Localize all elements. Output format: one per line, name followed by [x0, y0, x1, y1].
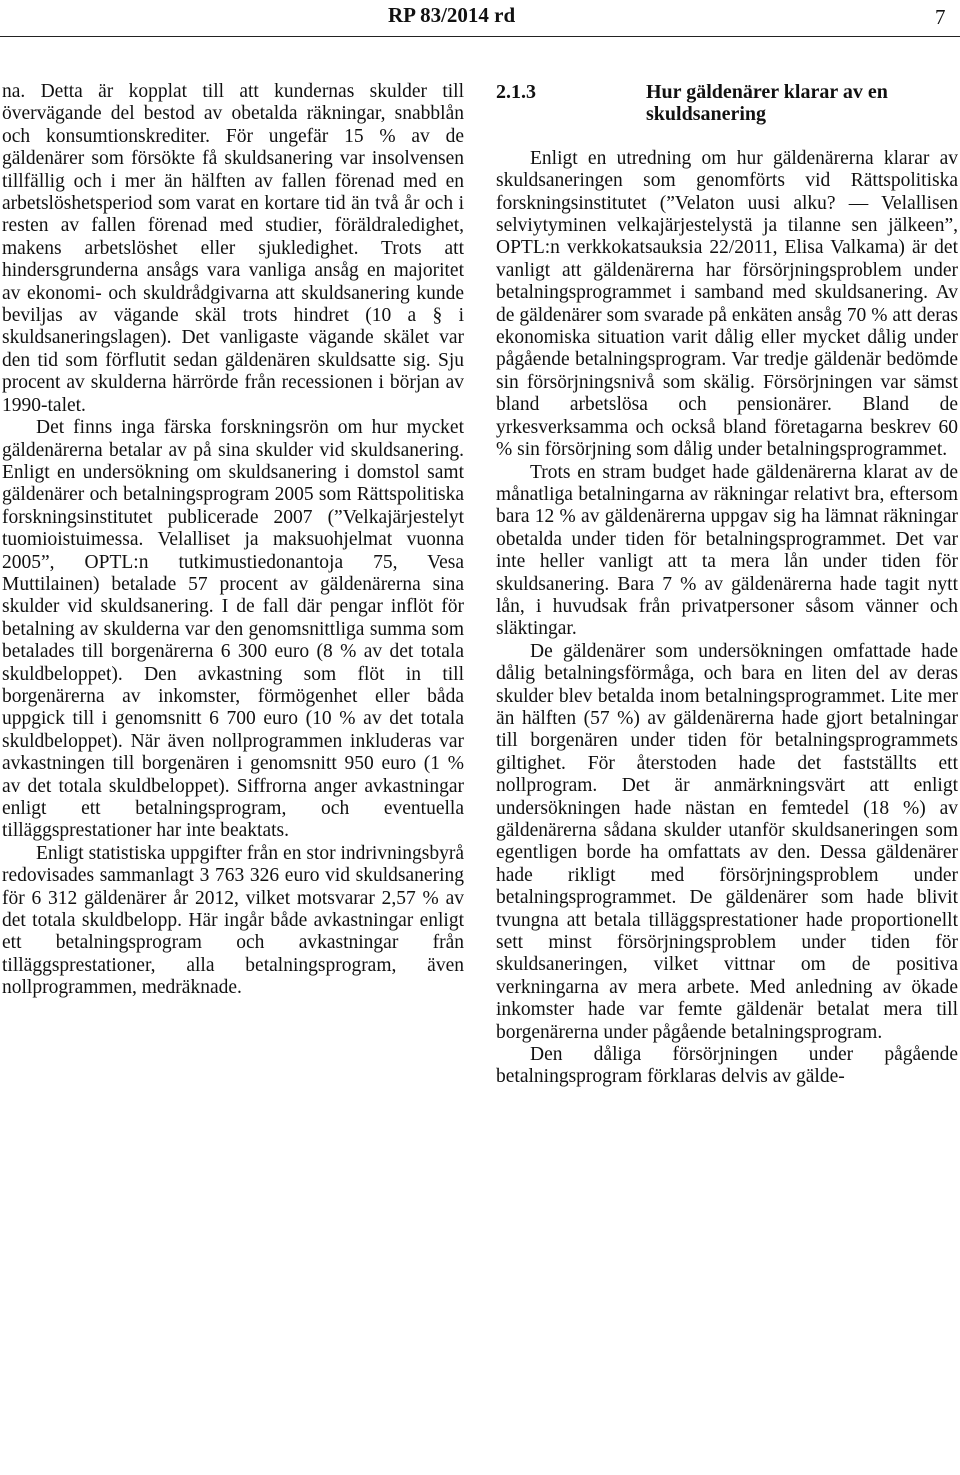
paragraph: Den dåliga försörjningen under pågående betalningsprogram förklaras delvis av gälde-: [496, 1044, 958, 1088]
section-heading: [496, 81, 958, 126]
paragraph: De gäldenärer som undersökningen omfattade hade dålig betalningsförmåga, och bara en liten del av deras skulder blev betalda inom betalningsprogrammet. Lite mer än hälften (57 %) av gäldenärerna hade gjort betalningar till borgenären under tiden för betalningsprogrammets giltighet. För återstoden hade det fastställts ett nollprogram. Det är anmärkningsvärt att enligt undersökningen hade nästan en femtedel (18 %) av gäldenärerna sådana skulder utanför skuldsaneringen som egentligen borde ha omfattats av den. Dessa gäldenärer hade rikligt med försörjningsproblem under betalningsprogrammet. De gäldenärer som hade blivit tvungna att betala tilläggsprestationer hade proportionellt sett minst försörjningsproblem under tiden för skuldsaneringen, vilket vittnar om de positiva verkningarna av mera arbete. Med anledning av ökade inkomster hade var femte gäldenär betalat mera till borgenärerna under pågående betalningsprogram.: [496, 640, 958, 1043]
right-column: [496, 81, 958, 1089]
header-rule: [0, 36, 960, 37]
paragraph: na. Detta är kopplat till att kundernas skulder till övervägande del bestod av obetalda räkningar, snabblån och konsumtionskrediter. För ungefär 15 % av de gäldenärer som försökte få skuldsanering var insolvensen tillfällig och i mer än hälften av fallen förenad med en arbetslöshetsperiod som varat en kortare tid än två år och i resten av fallen förenad med studier, föräldraledighet, makens arbetslöshet eller sjukledighet. Trots att hindersgrunderna ansågs vara vanliga ansåg en majoritet av ekonomi- och skuldrådgivarna att skuldsanering kunde beviljas av vägande skäl trots hindret (10 a § i skuldsaneringslagen). Det vanligaste vägande skälet var den tid som förflutit sedan gäldenären skuldsatte sig. Sju procent av skulderna härrörde från recessionen i början av 1990-talet.: [2, 81, 464, 416]
page-header: [0, 0, 960, 36]
document-id: RP 83/2014 rd: [388, 3, 516, 27]
left-column: [2, 81, 464, 1000]
page-number: 7: [935, 5, 946, 29]
paragraph: Det finns inga färska forskningsrön om hur mycket gäldenärerna betalar av på sina skulder vid skuldsanering. Enligt en undersökning om skuldsanering i domstol samt gäldenärer och betalningsprogram 2005 som Rättspolitiska forskningsinstitutet publicerade 2007 (”Velkajärjestelyt tuomioistuimessa. Velalliset ja maksuohjelmat vuonna 2005”, OPTL:n tutkimustiedonantoja 75, Vesa Muttilainen) betalade 57 procent av gäldenärerna sina skulder vid skuldsanering. I de fall där pengar inflöt för betalning av skulderna var den genomsnittliga summa som betalades till borgenärerna 6 300 euro (8 % av det totala skuldbeloppet). Den avkastning som flöt in till borgenärerna av inkomster, förmögenhet eller båda uppgick till i genomsnitt 6 700 euro (10 % av det totala skuldbeloppet). När även nollprogrammen inkluderas var avkastningen till borgenären i genomsnitt 950 euro (1 % av det totala skuldbeloppet). Siffrorna anger avkastningar enligt ett betalningsprogram, och eventuella tilläggsprestationer har inte beaktats.: [2, 417, 464, 842]
section-title: Hur gäldenärer klarar av en skuldsanering: [646, 81, 888, 126]
paragraph: Trots en stram budget hade gäldenärerna klarat av de månatliga betalningarna av räkningar relativt bra, eftersom bara 12 % av gäldenärerna uppgav sig ha lämnat räkningar obetalda under tiden för betalningsprogrammet. Det var inte heller vanligt att ta mera lån under tiden för skuldsanering. Bara 7 % av gäldenärerna hade tagit nytt lån, i huvudsak från privatpersoner såsom vänner och släktingar.: [496, 461, 958, 640]
section-number: 2.1.3: [496, 81, 536, 103]
paragraph: Enligt en utredning om hur gäldenärerna klarar av skuldsaneringen som genomförts vid Rättspolitiska forskningsinstitutet (”Velaton uusi alku? — Velallisen selviytyminen velkajärjestelystä ja tilanne sen jälkeen”, OPTL:n verkkokatsauksia 22/2011, Elisa Valkama) är det vanligt att gäldenärerna har försörjningsproblem under betalningsprogrammet i samband med skuldsanering. Av de gäldenärer som svarade på enkäten ansåg 70 % att deras ekonomiska situation varit dålig eller mycket dålig under pågående betalningsprogram. Var tredje gäldenär bedömde sin försörjningsnivå som skälig. Försörjningen var sämst bland arbetslösa och pensionärer. Bland de yrkesverksamma och också bland företagarna beskrev 60 % sin försörjning som dålig under betalningsprogrammet.: [496, 147, 958, 461]
paragraph: Enligt statistiska uppgifter från en stor indrivningsbyrå redovisades sammanlagt 3 763 326 euro vid skuldsanering för 6 312 gäldenärer år 2012, vilket motsvarar 2,57 % av det totala skuldbelopp. Här ingår både avkastningar enligt ett betalningsprogram och avkastningar från tilläggsprestationer, alla betalningsprogram, även nollprogrammen, medräknade.: [2, 842, 464, 999]
